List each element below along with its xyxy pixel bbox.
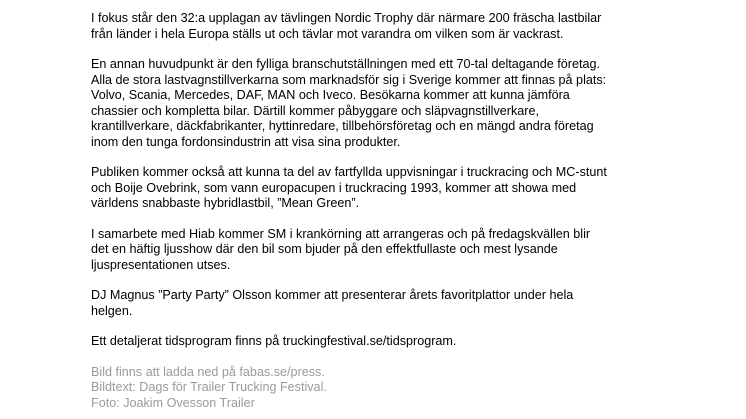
text-line: chassier och kompletta bilar. Därtill kommer påbyggare och släpvagnstillverkare, (91, 103, 539, 118)
caption-line: Bild finns att ladda ned på fabas.se/press. (91, 364, 325, 379)
text-line: det en häftig ljusshow där den bil som bjuder på den effektfullaste och mest lysande (91, 242, 558, 256)
paragraph-exhibition (91, 57, 691, 150)
text-line: krantillverkare, däckfabrikanter, hyttinredare, tillbehörsföretag och en mängd andra företag (91, 119, 594, 133)
text-line: Ett detaljerat tidsprogram finns på truckingfestival.se/tidsprogram. (91, 334, 457, 348)
text-line: ljuspresentationen utses. (91, 257, 231, 272)
paragraph-nordic-trophy (91, 11, 691, 42)
text-line: Publiken kommer också att kunna ta del av fartfyllda uppvisningar i truckracing och MC-stunt (91, 165, 607, 179)
paragraph-hiab-lightshow (91, 227, 691, 274)
image-caption (91, 365, 691, 412)
text-line: I fokus står den 32:a upplagan av tävlingen Nordic Trophy där närmare 200 fräscha lastbilar (91, 11, 602, 25)
caption-line: Foto: Joakim Ovesson Trailer (91, 395, 255, 410)
text-line: från länder i hela Europa ställs ut och tävlar mot varandra om vilken som är vackrast. (91, 26, 564, 41)
text-line: En annan huvudpunkt är den fylliga branschutställningen med ett 70-tal deltagande företag. (91, 57, 601, 71)
text-line: helgen. (91, 303, 133, 318)
text-line: Alla de stora lastvagnstillverkarna som marknadsför sig i Sverige kommer att finnas på plats: (91, 72, 607, 87)
paragraph-dj (91, 288, 691, 319)
text-line: inom den tunga fordonsindustrin att visa sina produkter. (91, 134, 401, 149)
text-line: I samarbete med Hiab kommer SM i krankörning att arrangeras och på fredagskvällen blir (91, 226, 591, 241)
text-line: Volvo, Scania, Mercedes, DAF, MAN och Iveco. Besökarna kommer att kunna jämföra (91, 88, 570, 102)
text-line: världens snabbaste hybridlastbil, ”Mean Green”. (91, 196, 360, 210)
document-body (91, 11, 691, 411)
paragraph-truckracing (91, 165, 691, 212)
text-line: och Boije Ovebrink, som vann europacupen i truckracing 1993, kommer att showa med (91, 180, 577, 195)
paragraph-schedule (91, 334, 691, 350)
caption-line: Bildtext: Dags för Trailer Trucking Festival. (91, 380, 327, 394)
text-line: DJ Magnus ”Party Party” Olsson kommer att presenterar årets favoritplattor under hela (91, 288, 574, 302)
